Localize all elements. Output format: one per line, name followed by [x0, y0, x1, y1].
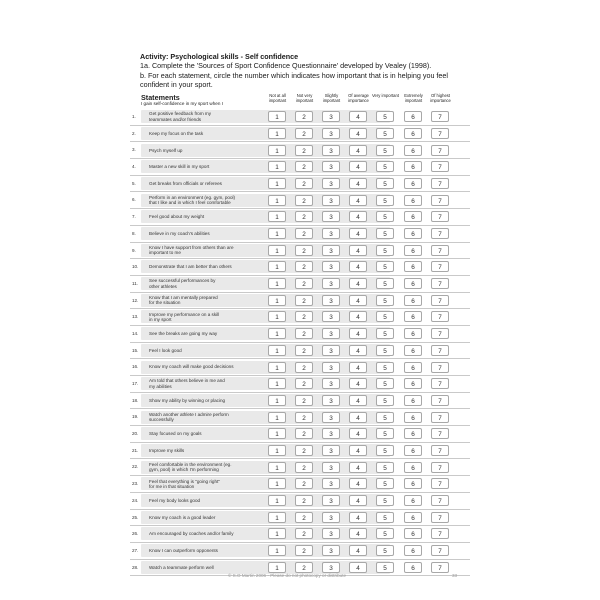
rating-option-1[interactable]: 1 — [268, 261, 286, 272]
rating-option-3[interactable]: 3 — [322, 495, 340, 506]
rating-option-3[interactable]: 3 — [322, 128, 340, 139]
statement-number: 17. — [132, 381, 139, 386]
rating-option-1[interactable]: 1 — [268, 145, 286, 156]
statement-number: 8. — [132, 230, 136, 236]
statement-text: Know my coach will make good decisions — [149, 364, 234, 370]
statement-number: 24. — [132, 497, 139, 503]
rating-option-5[interactable]: 5 — [376, 211, 394, 222]
statement-text: See the breaks are going my way — [149, 331, 218, 337]
rating-option-6[interactable]: 6 — [404, 128, 422, 139]
statement-text: Psych myself up — [149, 147, 183, 153]
rating-option-2[interactable]: 2 — [295, 412, 313, 423]
rating-option-3[interactable]: 3 — [322, 562, 340, 573]
statement-text: Demonstrate that I am better than others — [149, 264, 232, 270]
rating-option-2[interactable]: 2 — [295, 395, 313, 406]
scale-header-2: Not very important — [295, 93, 314, 103]
rating-option-6[interactable]: 6 — [404, 412, 422, 423]
rating-option-1[interactable]: 1 — [268, 345, 286, 356]
rating-option-3[interactable]: 3 — [322, 545, 340, 556]
rating-option-4[interactable]: 4 — [349, 311, 367, 322]
statement-number: 6. — [132, 197, 136, 203]
statement-row — [130, 359, 470, 376]
rating-option-1[interactable]: 1 — [268, 528, 286, 539]
rating-option-1[interactable]: 1 — [268, 462, 286, 473]
page-footer — [0, 573, 600, 583]
rating-option-5[interactable]: 5 — [376, 512, 394, 523]
rating-option-5[interactable]: 5 — [376, 412, 394, 423]
rating-option-7[interactable]: 7 — [431, 362, 449, 373]
rating-option-5[interactable]: 5 — [376, 362, 394, 373]
rating-option-5[interactable]: 5 — [376, 228, 394, 239]
rating-option-5[interactable]: 5 — [376, 395, 394, 406]
statement-number: 11. — [132, 280, 139, 286]
statement-text: Know my coach is a good leader — [149, 514, 216, 520]
rating-option-3[interactable]: 3 — [322, 528, 340, 539]
scale-header-7: Of highest importance — [430, 93, 451, 103]
statement-row — [130, 476, 470, 493]
rating-option-5[interactable]: 5 — [376, 495, 394, 506]
statement-number: 26. — [132, 531, 139, 537]
rating-option-2[interactable]: 2 — [295, 145, 313, 156]
rating-option-3[interactable]: 3 — [322, 362, 340, 373]
rating-option-5[interactable]: 5 — [376, 195, 394, 206]
rating-option-1[interactable]: 1 — [268, 562, 286, 573]
statement-row — [130, 343, 470, 360]
rating-option-3[interactable]: 3 — [322, 261, 340, 272]
rating-option-4[interactable]: 4 — [349, 328, 367, 339]
rating-option-7[interactable]: 7 — [431, 261, 449, 272]
rating-option-5[interactable]: 5 — [376, 462, 394, 473]
statement-row — [130, 493, 470, 510]
rating-option-4[interactable]: 4 — [349, 512, 367, 523]
statement-row — [130, 176, 470, 193]
rating-option-7[interactable]: 7 — [431, 528, 449, 539]
rating-option-4[interactable]: 4 — [349, 428, 367, 439]
statement-text: Believe in my coach's abilities — [149, 230, 210, 236]
rating-option-7[interactable]: 7 — [431, 478, 449, 489]
rating-option-5[interactable]: 5 — [376, 545, 394, 556]
rating-option-4[interactable]: 4 — [349, 528, 367, 539]
rating-option-6[interactable]: 6 — [404, 495, 422, 506]
rating-option-3[interactable]: 3 — [322, 345, 340, 356]
statement-row — [130, 159, 470, 176]
rating-option-5[interactable]: 5 — [376, 345, 394, 356]
rating-option-1[interactable]: 1 — [268, 178, 286, 189]
rating-option-7[interactable]: 7 — [431, 462, 449, 473]
statements-label: Statements — [141, 93, 180, 102]
rating-option-4[interactable]: 4 — [349, 478, 367, 489]
rating-option-1[interactable]: 1 — [268, 228, 286, 239]
rating-option-5[interactable]: 5 — [376, 111, 394, 122]
statement-row — [130, 126, 470, 143]
rating-option-4[interactable]: 4 — [349, 295, 367, 306]
rating-option-7[interactable]: 7 — [431, 562, 449, 573]
rating-option-6[interactable]: 6 — [404, 161, 422, 172]
rating-option-3[interactable]: 3 — [322, 378, 340, 389]
statement-text: Feel comfortable in the environment (eg. gym, pool) in which I'm performing — [149, 461, 232, 473]
rating-option-4[interactable]: 4 — [349, 445, 367, 456]
rating-option-1[interactable]: 1 — [268, 195, 286, 206]
rating-option-6[interactable]: 6 — [404, 345, 422, 356]
rating-option-6[interactable]: 6 — [404, 445, 422, 456]
statement-number: 7. — [132, 214, 136, 220]
statement-number: 28. — [132, 564, 139, 570]
rating-option-2[interactable]: 2 — [295, 278, 313, 289]
rating-option-2[interactable]: 2 — [295, 362, 313, 373]
rating-option-4[interactable]: 4 — [349, 128, 367, 139]
rating-option-5[interactable]: 5 — [376, 445, 394, 456]
scale-header-3: Slightly important — [322, 93, 341, 103]
rating-option-7[interactable]: 7 — [431, 295, 449, 306]
rating-option-1[interactable]: 1 — [268, 412, 286, 423]
rating-option-5[interactable]: 5 — [376, 478, 394, 489]
rating-option-4[interactable]: 4 — [349, 195, 367, 206]
rating-option-6[interactable]: 6 — [404, 562, 422, 573]
rating-option-2[interactable]: 2 — [295, 195, 313, 206]
instruction-b: b. For each statement, circle the number which indicates how important that is in helping you feel confident in your sport. — [140, 70, 449, 90]
rating-option-6[interactable]: 6 — [404, 512, 422, 523]
rating-option-2[interactable]: 2 — [295, 495, 313, 506]
rating-option-5[interactable]: 5 — [376, 562, 394, 573]
rating-option-3[interactable]: 3 — [322, 228, 340, 239]
rating-option-6[interactable]: 6 — [404, 428, 422, 439]
rating-option-1[interactable]: 1 — [268, 161, 286, 172]
rating-option-2[interactable]: 2 — [295, 445, 313, 456]
rating-option-3[interactable]: 3 — [322, 145, 340, 156]
rating-option-4[interactable]: 4 — [349, 495, 367, 506]
rating-option-2[interactable]: 2 — [295, 161, 313, 172]
rating-option-1[interactable]: 1 — [268, 478, 286, 489]
rating-option-2[interactable]: 2 — [295, 261, 313, 272]
rating-option-3[interactable]: 3 — [322, 328, 340, 339]
rating-option-7[interactable]: 7 — [431, 412, 449, 423]
rating-option-4[interactable]: 4 — [349, 245, 367, 256]
rating-option-2[interactable]: 2 — [295, 512, 313, 523]
rating-option-2[interactable]: 2 — [295, 211, 313, 222]
rating-option-1[interactable]: 1 — [268, 395, 286, 406]
rating-option-2[interactable]: 2 — [295, 345, 313, 356]
rating-option-1[interactable]: 1 — [268, 545, 286, 556]
rating-option-3[interactable]: 3 — [322, 295, 340, 306]
rating-option-3[interactable]: 3 — [322, 462, 340, 473]
rating-option-6[interactable]: 6 — [404, 528, 422, 539]
rating-option-7[interactable]: 7 — [431, 311, 449, 322]
statement-text: Am told that others believe in me and my abilities — [149, 378, 225, 389]
rating-option-3[interactable]: 3 — [322, 478, 340, 489]
statement-number: 18. — [132, 397, 139, 403]
rating-option-6[interactable]: 6 — [404, 362, 422, 373]
rating-option-7[interactable]: 7 — [431, 395, 449, 406]
statement-number: 9. — [132, 247, 136, 253]
statement-text: Improve my performance on a skill in my sport — [149, 311, 220, 323]
rating-option-5[interactable]: 5 — [376, 261, 394, 272]
rating-option-1[interactable]: 1 — [268, 278, 286, 289]
rating-option-4[interactable]: 4 — [349, 111, 367, 122]
rating-option-7[interactable]: 7 — [431, 161, 449, 172]
statement-text: Watch another athlete I admire perform successfully — [149, 411, 229, 423]
rating-option-3[interactable]: 3 — [322, 245, 340, 256]
statement-number: 14. — [132, 330, 139, 336]
statement-row — [130, 209, 470, 226]
rating-option-6[interactable]: 6 — [404, 328, 422, 339]
rating-option-5[interactable]: 5 — [376, 378, 394, 389]
statement-number: 12. — [132, 297, 139, 303]
statement-text: Watch a teammate perform well — [149, 564, 214, 570]
rating-option-7[interactable]: 7 — [431, 445, 449, 456]
rating-option-6[interactable]: 6 — [404, 145, 422, 156]
rating-option-6[interactable]: 6 — [404, 195, 422, 206]
statement-text: Feel my body looks good — [149, 497, 201, 503]
rating-option-3[interactable]: 3 — [322, 161, 340, 172]
statement-number: 22. — [132, 464, 139, 470]
rating-option-6[interactable]: 6 — [404, 278, 422, 289]
statement-text: Feel I look good — [149, 347, 182, 353]
statement-text: Stay focused on my goals — [149, 431, 202, 437]
rating-option-3[interactable]: 3 — [322, 412, 340, 423]
scale-header-4: Of average importance — [348, 93, 369, 103]
statement-row — [130, 226, 470, 243]
statement-row — [130, 243, 470, 260]
rating-option-5[interactable]: 5 — [376, 145, 394, 156]
rating-option-7[interactable]: 7 — [431, 111, 449, 122]
statement-text: Feel that everything is "going right" for me in that situation — [149, 478, 220, 489]
instruction-1a: 1a. Complete the 'Sources of Sport Confidence Questionnaire' developed by Vealey (1998). — [140, 61, 432, 71]
rating-option-2[interactable]: 2 — [295, 378, 313, 389]
rating-option-2[interactable]: 2 — [295, 328, 313, 339]
statement-text: Perform in an environment (eg. gym, pool) that I like and in which I feel comfortable — [149, 194, 236, 206]
statement-number: 23. — [132, 481, 139, 487]
rating-option-4[interactable]: 4 — [349, 545, 367, 556]
rating-option-6[interactable]: 6 — [404, 545, 422, 556]
rating-option-3[interactable]: 3 — [322, 311, 340, 322]
rating-option-4[interactable]: 4 — [349, 562, 367, 573]
statement-number: 21. — [132, 447, 139, 453]
rating-option-4[interactable]: 4 — [349, 362, 367, 373]
statement-row — [130, 326, 470, 343]
rating-option-2[interactable]: 2 — [295, 111, 313, 122]
rating-option-1[interactable]: 1 — [268, 362, 286, 373]
rating-option-2[interactable]: 2 — [295, 128, 313, 139]
statement-row — [130, 526, 470, 543]
rating-option-3[interactable]: 3 — [322, 395, 340, 406]
rating-option-5[interactable]: 5 — [376, 295, 394, 306]
rating-option-2[interactable]: 2 — [295, 178, 313, 189]
rating-option-1[interactable]: 1 — [268, 495, 286, 506]
statement-row — [130, 276, 470, 293]
statement-row — [130, 459, 470, 476]
rating-option-5[interactable]: 5 — [376, 311, 394, 322]
rating-option-5[interactable]: 5 — [376, 328, 394, 339]
rating-option-4[interactable]: 4 — [349, 145, 367, 156]
rating-option-3[interactable]: 3 — [322, 445, 340, 456]
rating-option-4[interactable]: 4 — [349, 178, 367, 189]
rating-option-1[interactable]: 1 — [268, 211, 286, 222]
statement-row — [130, 426, 470, 443]
statement-text: Am encouraged by coaches and/or family — [149, 531, 234, 537]
rating-option-6[interactable]: 6 — [404, 478, 422, 489]
statement-number: 16. — [132, 364, 139, 370]
rating-option-7[interactable]: 7 — [431, 378, 449, 389]
statement-number: 10. — [132, 264, 139, 270]
statement-text: Get breaks from officials or referees — [149, 180, 222, 186]
statement-row — [130, 192, 470, 209]
rating-option-3[interactable]: 3 — [322, 428, 340, 439]
rating-option-7[interactable]: 7 — [431, 195, 449, 206]
rating-option-4[interactable]: 4 — [349, 261, 367, 272]
rating-option-6[interactable]: 6 — [404, 295, 422, 306]
rating-option-6[interactable]: 6 — [404, 111, 422, 122]
rating-option-5[interactable]: 5 — [376, 178, 394, 189]
rating-option-2[interactable]: 2 — [295, 562, 313, 573]
page-number: 33 — [452, 573, 458, 578]
rating-option-7[interactable]: 7 — [431, 512, 449, 523]
rating-option-6[interactable]: 6 — [404, 245, 422, 256]
rating-option-5[interactable]: 5 — [376, 161, 394, 172]
scale-header-5: Very important — [372, 93, 399, 98]
statement-number: 15. — [132, 347, 139, 353]
rating-option-4[interactable]: 4 — [349, 412, 367, 423]
rating-option-1[interactable]: 1 — [268, 328, 286, 339]
rating-option-7[interactable]: 7 — [431, 228, 449, 239]
scale-header-1: Not at all important — [268, 93, 287, 103]
rating-option-7[interactable]: 7 — [431, 428, 449, 439]
statements-stem: I gain self-confidence in my sport when I — [141, 101, 223, 106]
statement-number: 13. — [132, 314, 139, 320]
scale-header-6: Extremely important — [404, 93, 423, 103]
statement-text: Keep my focus on the task — [149, 130, 204, 136]
rating-option-1[interactable]: 1 — [268, 128, 286, 139]
rating-option-7[interactable]: 7 — [431, 328, 449, 339]
statement-text: Know I have support from others than are important to me — [149, 244, 234, 256]
rating-option-4[interactable]: 4 — [349, 211, 367, 222]
rating-option-1[interactable]: 1 — [268, 245, 286, 256]
statement-row — [130, 142, 470, 159]
statement-text: Feel good about my weight — [149, 214, 205, 220]
statement-text: Show my ability by winning or placing — [149, 397, 226, 403]
questionnaire-table — [130, 109, 470, 576]
activity-instructions — [140, 52, 470, 90]
statement-number: 5. — [132, 180, 136, 186]
rating-option-3[interactable]: 3 — [322, 512, 340, 523]
copyright-notice: © S.O Martin 2006 - Please do not photocopy or distribute — [228, 573, 347, 578]
statement-row — [130, 543, 470, 560]
statement-row — [130, 376, 470, 393]
rating-option-4[interactable]: 4 — [349, 378, 367, 389]
statement-row — [130, 259, 470, 276]
statement-number: 25. — [132, 514, 139, 520]
rating-option-6[interactable]: 6 — [404, 462, 422, 473]
rating-option-1[interactable]: 1 — [268, 512, 286, 523]
statement-number: 1. — [132, 114, 136, 119]
statement-number: 19. — [132, 414, 139, 420]
rating-option-7[interactable]: 7 — [431, 211, 449, 222]
rating-option-4[interactable]: 4 — [349, 278, 367, 289]
rating-option-2[interactable]: 2 — [295, 462, 313, 473]
statement-text: See successful performances by other athletes — [149, 278, 216, 289]
rating-option-6[interactable]: 6 — [404, 211, 422, 222]
rating-option-5[interactable]: 5 — [376, 245, 394, 256]
rating-option-3[interactable]: 3 — [322, 211, 340, 222]
rating-option-2[interactable]: 2 — [295, 428, 313, 439]
statement-number: 2. — [132, 130, 136, 136]
rating-option-6[interactable]: 6 — [404, 261, 422, 272]
statement-text: Master a new skill in my sport — [149, 164, 210, 170]
rating-option-3[interactable]: 3 — [322, 111, 340, 122]
statement-text: Get positive feedback from my teammates and/or friends — [149, 111, 212, 122]
rating-option-1[interactable]: 1 — [268, 428, 286, 439]
rating-option-4[interactable]: 4 — [349, 462, 367, 473]
rating-option-1[interactable]: 1 — [268, 295, 286, 306]
rating-option-3[interactable]: 3 — [322, 178, 340, 189]
statement-row — [130, 409, 470, 426]
rating-option-1[interactable]: 1 — [268, 111, 286, 122]
rating-option-4[interactable]: 4 — [349, 395, 367, 406]
rating-option-7[interactable]: 7 — [431, 495, 449, 506]
statement-number: 4. — [132, 164, 136, 170]
statement-row — [130, 293, 470, 310]
rating-option-2[interactable]: 2 — [295, 228, 313, 239]
activity-title: Activity: Psychological skills - Self confidence — [140, 52, 299, 61]
rating-option-7[interactable]: 7 — [431, 245, 449, 256]
rating-option-2[interactable]: 2 — [295, 545, 313, 556]
statement-text: Know I can outperform opponents — [149, 548, 218, 554]
statement-row — [130, 393, 470, 410]
rating-option-5[interactable]: 5 — [376, 278, 394, 289]
rating-option-7[interactable]: 7 — [431, 278, 449, 289]
rating-option-5[interactable]: 5 — [376, 528, 394, 539]
rating-option-4[interactable]: 4 — [349, 345, 367, 356]
rating-option-1[interactable]: 1 — [268, 311, 286, 322]
statement-row — [130, 510, 470, 527]
statement-number: 20. — [132, 431, 139, 437]
rating-option-7[interactable]: 7 — [431, 145, 449, 156]
rating-option-6[interactable]: 6 — [404, 178, 422, 189]
rating-option-5[interactable]: 5 — [376, 128, 394, 139]
rating-option-2[interactable]: 2 — [295, 295, 313, 306]
statement-text: Know that I am mentally prepared for the situation — [149, 295, 218, 306]
rating-option-4[interactable]: 4 — [349, 161, 367, 172]
statement-number: 3. — [132, 147, 136, 153]
statement-number: 27. — [132, 547, 139, 553]
rating-option-7[interactable]: 7 — [431, 345, 449, 356]
rating-option-6[interactable]: 6 — [404, 395, 422, 406]
rating-option-1[interactable]: 1 — [268, 445, 286, 456]
rating-option-3[interactable]: 3 — [322, 278, 340, 289]
rating-option-7[interactable]: 7 — [431, 128, 449, 139]
rating-option-7[interactable]: 7 — [431, 178, 449, 189]
statement-row — [130, 109, 470, 126]
rating-option-3[interactable]: 3 — [322, 195, 340, 206]
rating-option-1[interactable]: 1 — [268, 378, 286, 389]
rating-option-2[interactable]: 2 — [295, 478, 313, 489]
rating-option-2[interactable]: 2 — [295, 245, 313, 256]
rating-option-4[interactable]: 4 — [349, 228, 367, 239]
rating-option-7[interactable]: 7 — [431, 545, 449, 556]
rating-option-5[interactable]: 5 — [376, 428, 394, 439]
statement-row — [130, 443, 470, 460]
rating-option-6[interactable]: 6 — [404, 311, 422, 322]
rating-option-6[interactable]: 6 — [404, 228, 422, 239]
rating-option-6[interactable]: 6 — [404, 378, 422, 389]
statement-row — [130, 309, 470, 326]
statement-text: Improve my skills — [149, 447, 185, 453]
rating-option-2[interactable]: 2 — [295, 528, 313, 539]
rating-option-2[interactable]: 2 — [295, 311, 313, 322]
